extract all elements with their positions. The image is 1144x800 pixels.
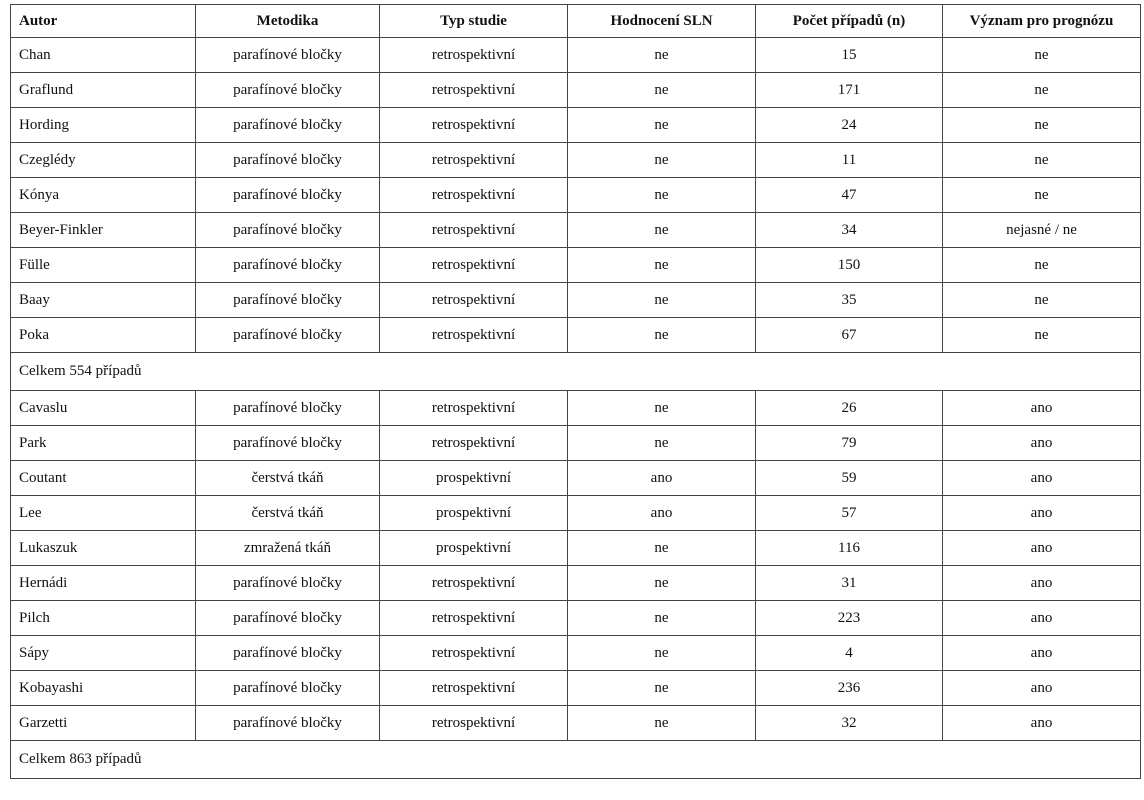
cell-hodnoceni-sln: ne [568,601,756,636]
cell-hodnoceni-sln: ano [568,496,756,531]
study-table [10,4,1141,779]
cell-autor: Poka [11,318,196,353]
cell-hodnoceni-sln: ne [568,38,756,73]
cell-vyznam: ano [943,496,1141,531]
cell-pocet-pripadu: 223 [756,601,943,636]
cell-hodnoceni-sln: ne [568,73,756,108]
cell-vyznam: ano [943,671,1141,706]
cell-autor: Pilch [11,601,196,636]
table-row [11,283,1141,318]
cell-vyznam: ano [943,636,1141,671]
cell-metodika: parafínové bločky [196,213,380,248]
table-row [11,318,1141,353]
cell-vyznam: ano [943,706,1141,741]
table-row [11,143,1141,178]
cell-metodika: zmražená tkáň [196,531,380,566]
cell-vyznam: ano [943,566,1141,601]
cell-hodnoceni-sln: ano [568,461,756,496]
group-total: Celkem 554 případů [11,353,1141,391]
cell-hodnoceni-sln: ne [568,248,756,283]
cell-autor: Coutant [11,461,196,496]
cell-pocet-pripadu: 59 [756,461,943,496]
cell-vyznam: ne [943,143,1141,178]
cell-vyznam: ano [943,461,1141,496]
cell-typ-studie: retrospektivní [380,38,568,73]
cell-autor: Hernádi [11,566,196,601]
cell-hodnoceni-sln: ne [568,566,756,601]
cell-typ-studie: retrospektivní [380,143,568,178]
cell-hodnoceni-sln: ne [568,706,756,741]
cell-autor: Sápy [11,636,196,671]
table-row [11,108,1141,143]
cell-typ-studie: retrospektivní [380,391,568,426]
cell-vyznam: ne [943,73,1141,108]
cell-pocet-pripadu: 150 [756,248,943,283]
group-total: Celkem 863 případů [11,741,1141,779]
cell-hodnoceni-sln: ne [568,391,756,426]
cell-autor: Fülle [11,248,196,283]
cell-typ-studie: prospektivní [380,531,568,566]
cell-metodika: parafínové bločky [196,566,380,601]
cell-pocet-pripadu: 171 [756,73,943,108]
cell-typ-studie: retrospektivní [380,108,568,143]
cell-pocet-pripadu: 57 [756,496,943,531]
cell-hodnoceni-sln: ne [568,531,756,566]
cell-autor: Chan [11,38,196,73]
cell-pocet-pripadu: 67 [756,318,943,353]
cell-pocet-pripadu: 15 [756,38,943,73]
header-row [11,5,1141,38]
cell-hodnoceni-sln: ne [568,143,756,178]
cell-typ-studie: retrospektivní [380,601,568,636]
cell-autor: Czeglédy [11,143,196,178]
cell-autor: Baay [11,283,196,318]
cell-pocet-pripadu: 79 [756,426,943,461]
table-row [11,38,1141,73]
cell-pocet-pripadu: 116 [756,531,943,566]
cell-metodika: parafínové bločky [196,426,380,461]
cell-autor: Lee [11,496,196,531]
cell-autor: Graflund [11,73,196,108]
cell-typ-studie: retrospektivní [380,73,568,108]
cell-autor: Beyer-Finkler [11,213,196,248]
cell-pocet-pripadu: 35 [756,283,943,318]
cell-vyznam: ne [943,178,1141,213]
cell-autor: Kónya [11,178,196,213]
cell-typ-studie: prospektivní [380,461,568,496]
cell-metodika: parafínové bločky [196,391,380,426]
cell-vyznam: ne [943,38,1141,73]
cell-typ-studie: retrospektivní [380,213,568,248]
cell-metodika: parafínové bločky [196,248,380,283]
cell-typ-studie: retrospektivní [380,671,568,706]
cell-metodika: parafínové bločky [196,706,380,741]
cell-metodika: parafínové bločky [196,636,380,671]
cell-typ-studie: retrospektivní [380,178,568,213]
cell-autor: Hording [11,108,196,143]
cell-hodnoceni-sln: ne [568,318,756,353]
cell-pocet-pripadu: 34 [756,213,943,248]
cell-metodika: parafínové bločky [196,601,380,636]
cell-hodnoceni-sln: ne [568,671,756,706]
cell-autor: Park [11,426,196,461]
header-vyznam-pro-prognozu: Význam pro prognózu [943,5,1141,38]
cell-vyznam: ne [943,318,1141,353]
table-row [11,566,1141,601]
cell-vyznam: ano [943,391,1141,426]
cell-typ-studie: retrospektivní [380,706,568,741]
cell-vyznam: ne [943,248,1141,283]
cell-metodika: parafínové bločky [196,283,380,318]
header-hodnoceni-sln: Hodnocení SLN [568,5,756,38]
cell-autor: Cavaslu [11,391,196,426]
cell-hodnoceni-sln: ne [568,178,756,213]
cell-pocet-pripadu: 236 [756,671,943,706]
cell-metodika: parafínové bločky [196,143,380,178]
cell-vyznam: ne [943,283,1141,318]
cell-typ-studie: retrospektivní [380,318,568,353]
table-row [11,671,1141,706]
table-row [11,178,1141,213]
cell-hodnoceni-sln: ne [568,636,756,671]
table-row [11,461,1141,496]
cell-pocet-pripadu: 32 [756,706,943,741]
cell-vyznam: ne [943,108,1141,143]
table-row [11,391,1141,426]
cell-hodnoceni-sln: ne [568,213,756,248]
table-row [11,706,1141,741]
header-pocet-pripadu: Počet případů (n) [756,5,943,38]
cell-metodika: parafínové bločky [196,38,380,73]
cell-typ-studie: retrospektivní [380,248,568,283]
cell-pocet-pripadu: 47 [756,178,943,213]
cell-pocet-pripadu: 31 [756,566,943,601]
cell-autor: Kobayashi [11,671,196,706]
cell-vyznam: nejasné / ne [943,213,1141,248]
cell-metodika: čerstvá tkáň [196,496,380,531]
table-row [11,73,1141,108]
cell-typ-studie: retrospektivní [380,426,568,461]
table-body [11,38,1141,779]
cell-pocet-pripadu: 24 [756,108,943,143]
cell-pocet-pripadu: 11 [756,143,943,178]
cell-pocet-pripadu: 26 [756,391,943,426]
table-row [11,213,1141,248]
cell-hodnoceni-sln: ne [568,426,756,461]
cell-vyznam: ano [943,426,1141,461]
cell-typ-studie: retrospektivní [380,566,568,601]
header-autor: Autor [11,5,196,38]
table-row [11,531,1141,566]
table-header [11,5,1141,38]
header-metodika: Metodika [196,5,380,38]
group-total-row [11,353,1141,391]
table-row [11,636,1141,671]
cell-hodnoceni-sln: ne [568,108,756,143]
group-total-row [11,741,1141,779]
table-row [11,496,1141,531]
cell-pocet-pripadu: 4 [756,636,943,671]
cell-typ-studie: retrospektivní [380,636,568,671]
cell-autor: Garzetti [11,706,196,741]
cell-metodika: parafínové bločky [196,671,380,706]
cell-vyznam: ano [943,601,1141,636]
cell-vyznam: ano [943,531,1141,566]
cell-metodika: parafínové bločky [196,73,380,108]
cell-metodika: parafínové bločky [196,318,380,353]
cell-metodika: parafínové bločky [196,108,380,143]
cell-autor: Lukaszuk [11,531,196,566]
cell-metodika: parafínové bločky [196,178,380,213]
cell-hodnoceni-sln: ne [568,283,756,318]
cell-typ-studie: prospektivní [380,496,568,531]
cell-typ-studie: retrospektivní [380,283,568,318]
cell-metodika: čerstvá tkáň [196,461,380,496]
header-typ-studie: Typ studie [380,5,568,38]
table-row [11,601,1141,636]
table-row [11,248,1141,283]
table-row [11,426,1141,461]
